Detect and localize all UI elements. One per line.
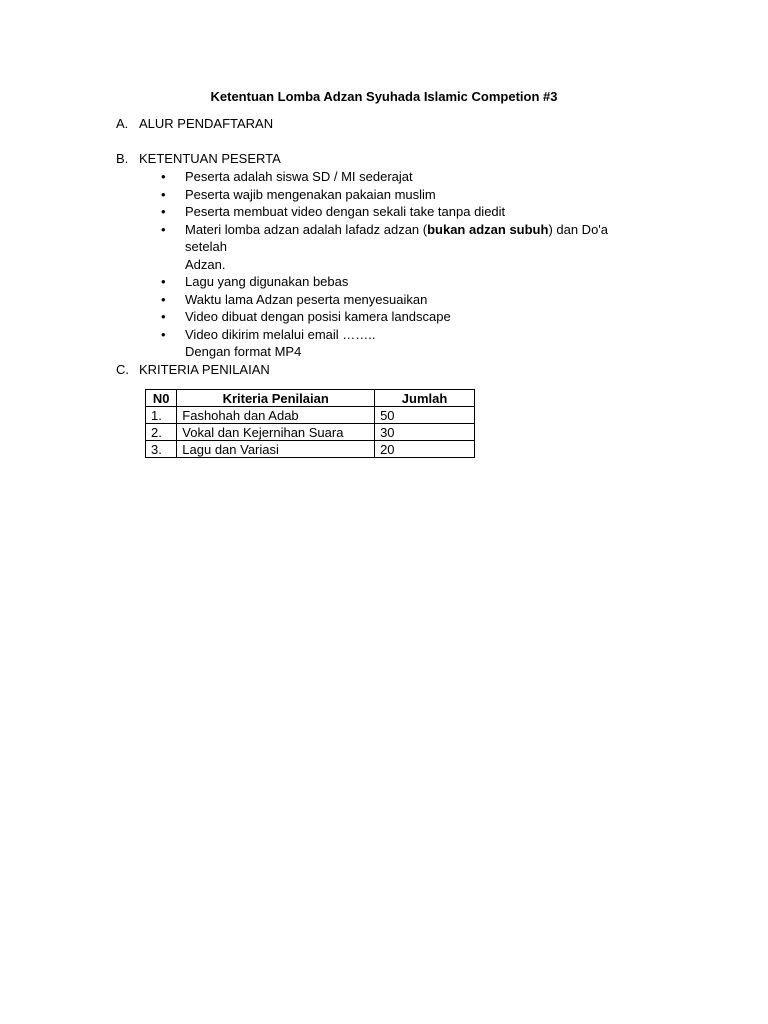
list-item [161,273,651,291]
table-cell-no: 1. [146,407,177,424]
table-row [146,407,475,424]
list-item [161,203,651,221]
section-heading: ALUR PENDAFTARAN [139,116,274,131]
list-item-continuation: Dengan format MP4 [185,344,302,359]
table-cell-kriteria: Fashohah dan Adab [177,407,375,424]
table-cell-kriteria: Lagu dan Variasi [177,441,375,458]
list-item-text: Waktu lama Adzan peserta menyesuaikan [185,291,428,307]
table-cell-no: 2. [146,424,177,441]
ketentuan-list [161,168,651,361]
list-item-text: Lagu yang digunakan bebas [185,274,349,289]
table-header-row [146,390,475,407]
section-ketentuan-peserta [116,150,676,168]
list-item-text: Peserta membuat video dengan sekali take tanpa diedit [185,204,506,219]
section-letter: B. [116,151,129,166]
table-cell-jumlah: 30 [375,424,475,441]
table-cell-kriteria: Vokal dan Kejernihan Suara [177,424,375,441]
section-kriteria-penilaian [116,361,676,379]
section-heading: KRITERIA PENILAIAN [139,362,270,377]
bullet-icon: • [161,204,166,219]
section-heading: KETENTUAN PESERTA [139,151,281,166]
list-item-text: Video dikirim melalui email …….. [185,326,376,342]
table-cell-no: 3. [146,441,177,458]
list-item-text: ) dan Do'a setelah [185,221,609,254]
column-header-kriteria: Kriteria Penilaian [177,390,375,407]
section-alur-pendaftaran [116,115,676,133]
list-item [161,186,651,204]
bullet-icon: • [161,221,166,237]
kriteria-table [145,389,475,458]
column-header-jumlah: Jumlah [375,390,475,407]
list-item [161,168,651,186]
list-item [161,221,651,274]
bold-emphasis: bukan adzan subuh [427,221,549,237]
bullet-icon: • [161,309,166,324]
table-row [146,441,475,458]
table-cell-jumlah: 50 [375,407,475,424]
bullet-icon: • [161,291,166,307]
section-letter: C. [116,362,129,377]
bullet-icon: • [161,326,166,342]
bullet-icon: • [161,169,166,184]
list-item-text: Peserta wajib mengenakan pakaian muslim [185,186,436,202]
section-letter: A. [116,116,129,131]
list-item-text: Peserta adalah siswa SD / MI sederajat [185,169,413,184]
bullet-icon: • [161,274,166,289]
list-item [161,326,651,361]
list-item-text: Video dibuat dengan posisi kamera landscape [185,309,451,324]
bullet-icon: • [161,186,166,202]
list-item [161,308,651,326]
list-item-continuation: Adzan. [185,256,226,272]
table-cell-jumlah: 20 [375,441,475,458]
column-header-no: N0 [146,390,177,407]
list-item-text: Materi lomba adzan adalah lafadz adzan ( [185,221,428,237]
list-item [161,291,651,309]
document-title: Ketentuan Lomba Adzan Syuhada Islamic Competion #3 [210,89,558,104]
table-row [146,424,475,441]
